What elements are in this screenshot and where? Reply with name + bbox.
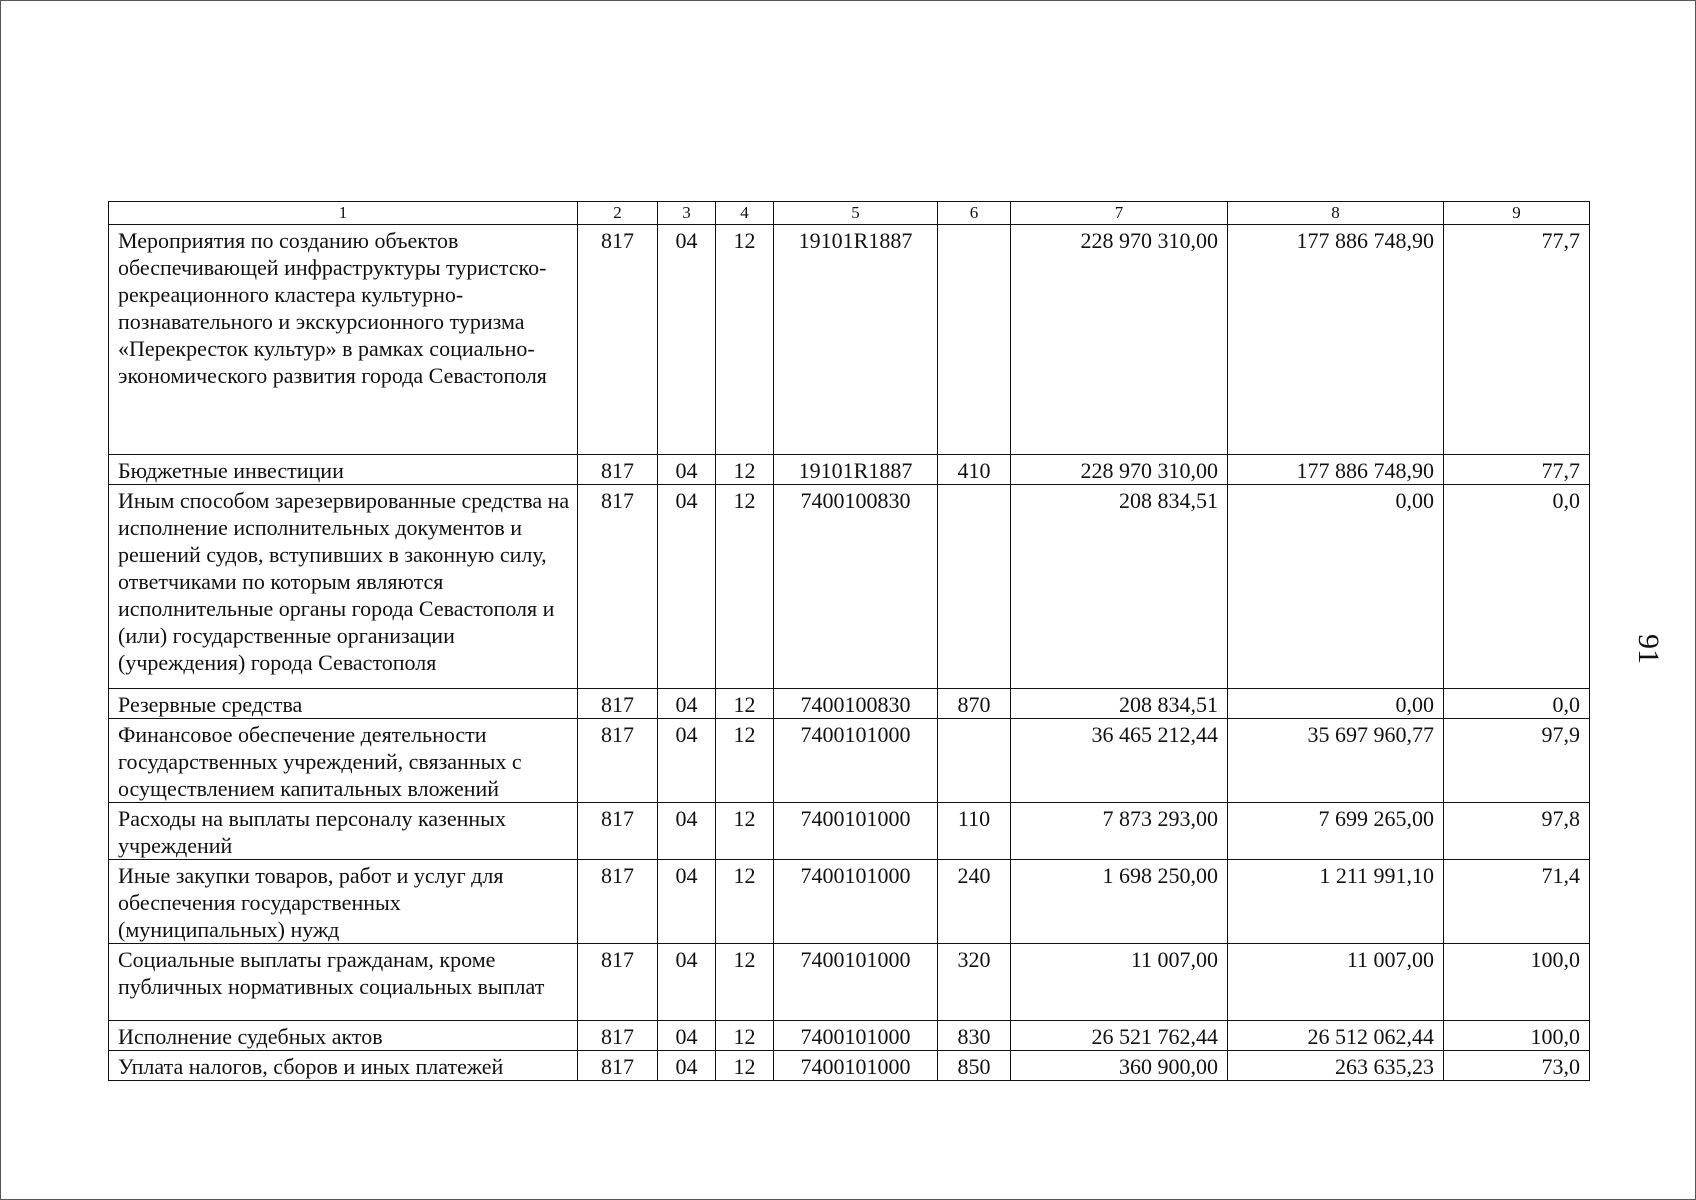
cell-code-5: 7400100830 bbox=[774, 689, 938, 719]
table-row bbox=[109, 1021, 1590, 1051]
column-header: 8 bbox=[1228, 202, 1444, 225]
cell-percent: 77,7 bbox=[1444, 225, 1590, 455]
cell-amount-plan: 1 698 250,00 bbox=[1011, 860, 1228, 944]
cell-code-6: 870 bbox=[938, 689, 1011, 719]
cell-code-3: 04 bbox=[658, 1021, 716, 1051]
cell-name: Мероприятия по созданию объектов обеспечивающей инфраструктуры туристско-рекреационного кластера культурно-познавательного и экскурсионного туризма «Перекресток культур» в рамках социально-экономического развития города Севастополя bbox=[109, 225, 578, 455]
cell-amount-plan: 7 873 293,00 bbox=[1011, 803, 1228, 860]
column-header: 4 bbox=[716, 202, 774, 225]
table-header-row bbox=[109, 202, 1590, 225]
cell-code-3: 04 bbox=[658, 455, 716, 485]
cell-amount-fact: 11 007,00 bbox=[1228, 944, 1444, 1021]
cell-code-5: 7400101000 bbox=[774, 1021, 938, 1051]
cell-name: Расходы на выплаты персоналу казенных учреждений bbox=[109, 803, 578, 860]
cell-code-5: 7400101000 bbox=[774, 803, 938, 860]
cell-name: Резервные средства bbox=[109, 689, 578, 719]
cell-code-4: 12 bbox=[716, 803, 774, 860]
cell-percent: 97,9 bbox=[1444, 719, 1590, 803]
table-row bbox=[109, 1051, 1590, 1081]
cell-percent: 97,8 bbox=[1444, 803, 1590, 860]
cell-name: Социальные выплаты гражданам, кроме публичных нормативных социальных выплат bbox=[109, 944, 578, 1021]
cell-amount-fact: 177 886 748,90 bbox=[1228, 225, 1444, 455]
cell-code-3: 04 bbox=[658, 485, 716, 689]
column-header: 1 bbox=[109, 202, 578, 225]
cell-amount-plan: 11 007,00 bbox=[1011, 944, 1228, 1021]
table-row bbox=[109, 944, 1590, 1021]
cell-name: Уплата налогов, сборов и иных платежей bbox=[109, 1051, 578, 1081]
cell-code-2: 817 bbox=[578, 719, 658, 803]
cell-code-6: 110 bbox=[938, 803, 1011, 860]
cell-amount-plan: 360 900,00 bbox=[1011, 1051, 1228, 1081]
cell-code-2: 817 bbox=[578, 944, 658, 1021]
column-header: 7 bbox=[1011, 202, 1228, 225]
table-row bbox=[109, 719, 1590, 803]
cell-code-4: 12 bbox=[716, 719, 774, 803]
column-header: 5 bbox=[774, 202, 938, 225]
table-body bbox=[109, 225, 1590, 1081]
cell-code-2: 817 bbox=[578, 1051, 658, 1081]
cell-code-2: 817 bbox=[578, 689, 658, 719]
cell-code-5: 7400101000 bbox=[774, 860, 938, 944]
budget-table bbox=[108, 201, 1590, 1081]
cell-amount-plan: 36 465 212,44 bbox=[1011, 719, 1228, 803]
cell-code-6: 850 bbox=[938, 1051, 1011, 1081]
column-header: 3 bbox=[658, 202, 716, 225]
table-row bbox=[109, 689, 1590, 719]
cell-code-6 bbox=[938, 225, 1011, 455]
cell-code-4: 12 bbox=[716, 1051, 774, 1081]
cell-percent: 77,7 bbox=[1444, 455, 1590, 485]
column-header: 2 bbox=[578, 202, 658, 225]
cell-code-5: 19101R1887 bbox=[774, 455, 938, 485]
cell-percent: 73,0 bbox=[1444, 1051, 1590, 1081]
cell-code-2: 817 bbox=[578, 485, 658, 689]
cell-amount-fact: 177 886 748,90 bbox=[1228, 455, 1444, 485]
cell-amount-fact: 0,00 bbox=[1228, 689, 1444, 719]
table-row bbox=[109, 455, 1590, 485]
cell-code-5: 7400101000 bbox=[774, 1051, 938, 1081]
cell-percent: 71,4 bbox=[1444, 860, 1590, 944]
cell-amount-plan: 26 521 762,44 bbox=[1011, 1021, 1228, 1051]
cell-percent: 0,0 bbox=[1444, 485, 1590, 689]
cell-name: Иные закупки товаров, работ и услуг для обеспечения государственных (муниципальных) нужд bbox=[109, 860, 578, 944]
cell-code-6 bbox=[938, 485, 1011, 689]
cell-amount-fact: 7 699 265,00 bbox=[1228, 803, 1444, 860]
cell-code-6: 240 bbox=[938, 860, 1011, 944]
cell-amount-fact: 263 635,23 bbox=[1228, 1051, 1444, 1081]
cell-code-5: 7400100830 bbox=[774, 485, 938, 689]
cell-code-3: 04 bbox=[658, 689, 716, 719]
cell-amount-plan: 208 834,51 bbox=[1011, 689, 1228, 719]
cell-code-3: 04 bbox=[658, 803, 716, 860]
cell-code-5: 7400101000 bbox=[774, 719, 938, 803]
cell-code-2: 817 bbox=[578, 455, 658, 485]
table-row bbox=[109, 225, 1590, 455]
cell-code-4: 12 bbox=[716, 485, 774, 689]
cell-code-5: 7400101000 bbox=[774, 944, 938, 1021]
cell-code-4: 12 bbox=[716, 455, 774, 485]
cell-code-2: 817 bbox=[578, 803, 658, 860]
column-header: 9 bbox=[1444, 202, 1590, 225]
cell-code-4: 12 bbox=[716, 225, 774, 455]
cell-code-4: 12 bbox=[716, 860, 774, 944]
cell-code-2: 817 bbox=[578, 225, 658, 455]
cell-code-6 bbox=[938, 719, 1011, 803]
cell-name: Финансовое обеспечение деятельности государственных учреждений, связанных с осуществлением капитальных вложений bbox=[109, 719, 578, 803]
cell-amount-plan: 208 834,51 bbox=[1011, 485, 1228, 689]
cell-amount-fact: 0,00 bbox=[1228, 485, 1444, 689]
table-row bbox=[109, 803, 1590, 860]
cell-amount-fact: 26 512 062,44 bbox=[1228, 1021, 1444, 1051]
cell-code-3: 04 bbox=[658, 944, 716, 1021]
cell-percent: 100,0 bbox=[1444, 1021, 1590, 1051]
cell-code-3: 04 bbox=[658, 719, 716, 803]
cell-code-4: 12 bbox=[716, 944, 774, 1021]
cell-code-6: 320 bbox=[938, 944, 1011, 1021]
cell-code-6: 410 bbox=[938, 455, 1011, 485]
cell-amount-plan: 228 970 310,00 bbox=[1011, 225, 1228, 455]
cell-amount-fact: 1 211 991,10 bbox=[1228, 860, 1444, 944]
cell-amount-plan: 228 970 310,00 bbox=[1011, 455, 1228, 485]
page-number: 91 bbox=[1632, 634, 1665, 664]
cell-code-3: 04 bbox=[658, 225, 716, 455]
cell-percent: 0,0 bbox=[1444, 689, 1590, 719]
cell-percent: 100,0 bbox=[1444, 944, 1590, 1021]
cell-name: Иным способом зарезервированные средства на исполнение исполнительных документов и решений судов, вступивших в законную силу, ответчиками по которым являются исполнительные органы города Севастополя и (или) государственные организации (учреждения) города Севастополя bbox=[109, 485, 578, 689]
cell-name: Бюджетные инвестиции bbox=[109, 455, 578, 485]
table-row bbox=[109, 860, 1590, 944]
cell-code-2: 817 bbox=[578, 860, 658, 944]
cell-code-3: 04 bbox=[658, 1051, 716, 1081]
cell-code-4: 12 bbox=[716, 689, 774, 719]
cell-amount-fact: 35 697 960,77 bbox=[1228, 719, 1444, 803]
cell-code-6: 830 bbox=[938, 1021, 1011, 1051]
column-header: 6 bbox=[938, 202, 1011, 225]
cell-code-5: 19101R1887 bbox=[774, 225, 938, 455]
table-row bbox=[109, 485, 1590, 689]
cell-code-2: 817 bbox=[578, 1021, 658, 1051]
cell-name: Исполнение судебных актов bbox=[109, 1021, 578, 1051]
cell-code-4: 12 bbox=[716, 1021, 774, 1051]
cell-code-3: 04 bbox=[658, 860, 716, 944]
